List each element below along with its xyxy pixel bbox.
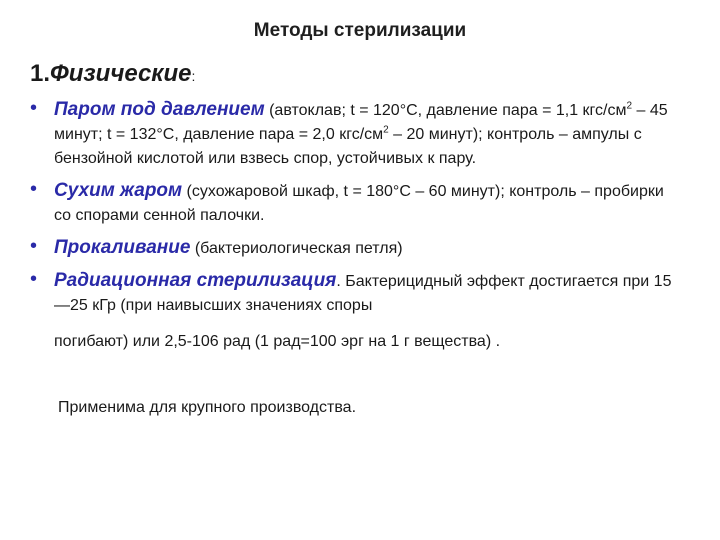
list-item-radiation (26, 269, 676, 354)
method-list (26, 98, 676, 362)
list-item-dry-heat (26, 179, 676, 228)
bullet-icon: • (30, 178, 38, 200)
section-word: Физические (50, 60, 192, 87)
calcination-text: (бактериологическая петля) (190, 240, 403, 257)
term-calcination: Прокаливание (54, 237, 191, 258)
steam-text-b: – 45 минут; t = 132°С, давление пара = 2,0 кгс/см (54, 102, 668, 143)
dry-heat-text: (сухожаровой шкаф, t = 180°С – 60 минут); контроль – пробирки со спорами сенной палочки. (54, 183, 664, 224)
term-dry-heat: Сухим жаром (54, 180, 183, 201)
radiation-text-cont: погибают) или 2,5-106 рад (1 рад=100 эрг на 1 г вещества) . (54, 333, 501, 350)
slide-title: Методы стерилизации (253, 20, 467, 41)
steam-text-a: (автоклав; t = 120°С, давление пара = 1,1 кгс/см (264, 102, 627, 119)
term-steam: Паром под давлением (54, 99, 265, 120)
list-item-calcination (26, 236, 676, 261)
list-item-steam (26, 98, 676, 171)
section-heading (30, 60, 195, 88)
section-colon: : (191, 68, 196, 84)
bullet-icon: • (30, 235, 38, 257)
production-note: Применима для крупного производства. (58, 399, 357, 416)
steam-text-c: – 20 минут); контроль – ампулы с бензойной кислотой или взвесь спор, устойчивых к пару. (54, 126, 642, 167)
bullet-icon: • (30, 268, 38, 290)
steam-sup-a: 2 (626, 100, 633, 112)
steam-sup-b: 2 (383, 124, 389, 136)
bullet-icon: • (30, 97, 38, 119)
term-radiation: Радиационная стерилизация (54, 270, 337, 291)
section-number: 1. (30, 60, 51, 87)
radiation-text: . Бактерицидный эффект достигается при 15—25 кГр (при наивысших значениях споры (54, 273, 672, 314)
